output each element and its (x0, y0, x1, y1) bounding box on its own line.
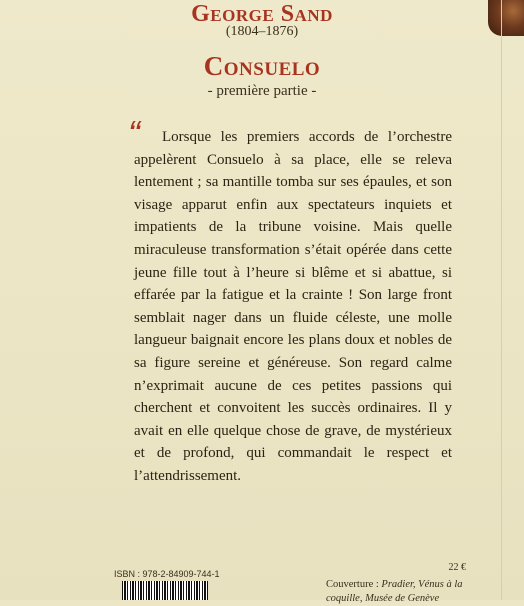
author-name: George Sand (191, 1, 333, 27)
excerpt-text (134, 126, 452, 488)
cover-credit (326, 578, 486, 606)
book-subtitle: - première partie - (207, 83, 317, 99)
excerpt-paragraph: Lorsque les premiers accords de l’orchestre appelèrent Consuelo à sa place, elle se releva lentement ; sa mantille tomba sur ses épaules, et son visage apparut enfin aux spectateurs inquiets et impatients de la tribune voisine. Mais quelle miraculeuse transformation s’était opérée dans cette jeune fille tout à l’heure si blême et si abattue, si effarée par la fatigue et la crainte ! Son large front semblait nager dans un fluide céleste, une molle langueur baignait encore les plans doux et nobles de sa figure sereine et généreuse. Son regard calme n’exprimait aucune de ces petites passions qui cherchent et convoitent les succès ordinaires. Il y avait en elle quelque chose de grave, de mystérieux et de profond, qui commandait le respect et l’attendrissement. (134, 129, 452, 484)
book-title: Consuelo (203, 51, 321, 81)
credit-label: Couverture : (326, 579, 379, 590)
author-dates: (1804–1876) (225, 24, 299, 39)
quote-mark-icon: “ (128, 113, 140, 154)
barcode-icon (122, 581, 208, 600)
price: 22 € (448, 562, 466, 573)
credit-text: Pradier, Vénus à la coquille, Musée de Genève (326, 579, 463, 604)
isbn: ISBN : 978-2-84909-744-1 (114, 569, 220, 579)
